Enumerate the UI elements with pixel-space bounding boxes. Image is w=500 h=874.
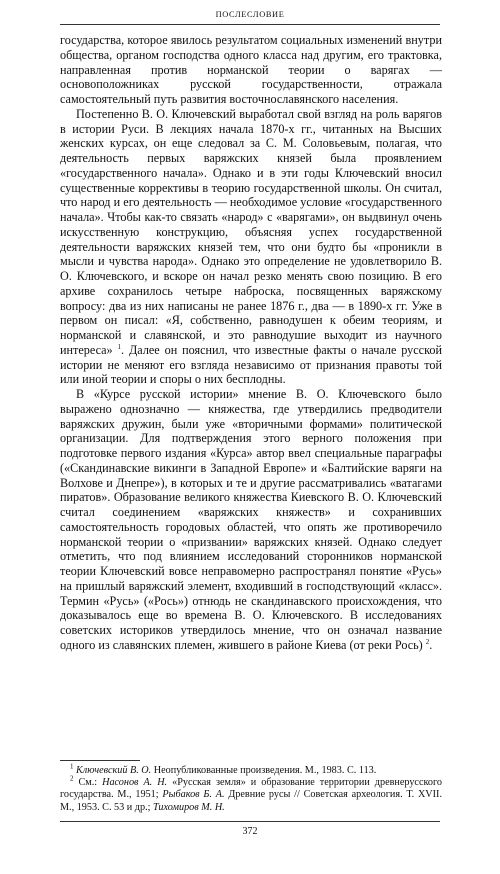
head-rule	[60, 24, 440, 25]
paragraph-3: В «Курсе русской истории» мнение В. О. Ключевского было выражено однозначно — княжества, где утвердились предводители варяжских дружин, были уже «вторичными формами» политической организации. Для подтверждения этого верного положения при подготовке первого издания «Курса» автор ввел специальные параграфы («Скандинавские викинги в Западной Европе» и «Балтийские варяги на Волхове и Днепре»), в которых и те и другие рассматривались «ватагами пиратов». Образование великого княжества Киевского В. О. Ключевский считал соединением «варяжских княжеств» и сохранивших самостоятельность городовых областей, что опять же противоречило норманской теории о «призвании» варяжских князей. Однако следует отметить, что под влиянием исследований сторонников норманской теории Ключевский вовсе неправомерно распространял понятие «Русь» на пришлый варяжский элемент, входивший в господствующий «класс». Термин «Русь» («Рось») отнюдь не скандинавского происхождения, что доказывалось еще во времена В. О. Ключевского. В исследованиях советских историков утвердилось мнение, что он означал название одного из славянских племен, жившего в районе Киева (от реки Рось) $^2$.	[60, 387, 442, 652]
footnote-text-2: Древние русы // Советская археология. Т. XVII. М., 1953. С. 53 и др.;	[60, 789, 443, 813]
running-head: ПОСЛЕСЛОВИЕ	[215, 10, 285, 19]
paragraph-2-text: Постепенно В. О. Ключевский выработал свой взгляд на роль варягов в истории Руси. В лекциях начала 1870-х гг., читанных на Высших женских курсах, он еще следовал за С. М. Соловьевым, полагая, что деятельность первых варяжских князей была проявлением «государственного начала». Однако и в эти годы Ключевский вносил существенные коррективы в теорию государственной школы. Он считал, что народ и его деятельность — необходимое условие «государственного начала». Чтобы как-то связать «народ» с «варягами», он выдвинул очень искусственную конструкцию, объясняя успех государственной деятельности варяжских князей тем, что они будто бы «проникли в мысли и чувства народа». Однако это определение не удовлетворило В. О. Ключевского, и вскоре он начал резко менять свою позицию. В его архиве сохранилось четыре наброска, посвященных варяжскому вопросу: два из них написаны не ранее 1876 г., два — в 1890-х гг. Уже в первом он писал: «Я, собственно, равнодушен к обеим теориям, и норманской и славянской, и это равнодушие выходит из научного интереса»	[60, 106, 442, 357]
footnote-rule	[60, 760, 140, 761]
paragraph-3-text: В «Курсе русской истории» мнение В. О. Ключевского было выражено однозначно — княжества, где утвердились предводители варяжских дружин, были уже «вторичными формами» политической организации. Для подтверждения этого верного положения при подготовке первого издания «Курса» автор ввел специальные параграфы («Скандинавские викинги в Западной Европе» и «Балтийские варяги на Волхове и Днепре»), в которых и те и другие рассматривались «ватагами пиратов». Образование великого княжества Киевского В. О. Ключевский считал соединением «варяжских княжеств» и сохранивших самостоятельность городовых областей, что опять же противоречило норманской теории о «призвании» варяжских князей. Однако следует отметить, что под влиянием исследований сторонников норманской теории Ключевский вовсе неправомерно распространял понятие «Русь» на пришлый варяжский элемент, входивший в господствующий «класс». Термин «Русь» («Рось») отнюдь не скандинавского происхождения, что доказывалось еще во времена В. О. Ключевского. В исследованиях советских историков утвердилось мнение, что он означал название одного из славянских племен, жившего в районе Киева (от реки Рось)	[60, 387, 442, 652]
footnote-ref-1[interactable]: 1	[117, 342, 122, 351]
footnote-author: Насонов А. Н.	[102, 777, 168, 789]
footnote-mark-1: 1	[70, 762, 74, 771]
footnote-ref-2[interactable]: 2	[425, 637, 430, 646]
footnote-author: Ключевский В. О.	[76, 765, 152, 776]
paragraph-1: государства, которое явилось результатом социальных изменений внутри общества, органом господства одного класса над другим, его трактовка, направленная против норманской теории о варягах — основоположниках русской государственности, отражала самостоятельный путь развития восточнославянского населения.	[60, 33, 442, 106]
page-number: 372	[242, 826, 258, 837]
footnote-mark-2: 2	[70, 774, 74, 783]
footnote-2	[60, 774, 443, 814]
footnote-author-3: Тихомиров М. Н.	[153, 801, 225, 813]
paragraph-2-cont: Далее он пояснил, что известные факты о начале русской истории не меняют его взгляда независимо от признания правоты той или иной теории и споры о них бесплодны.	[60, 342, 442, 387]
footnote-text: «Русская земля» и образование территории древнерусского государства. М., 1951;	[60, 777, 443, 801]
bottom-rule	[60, 821, 440, 822]
footnote-author-2: Рыбаков Б. А.	[162, 789, 225, 801]
footnotes	[60, 762, 443, 814]
footnote-prefix: См.:	[78, 777, 98, 789]
footnote-1	[60, 762, 442, 777]
paragraph-2: Постепенно В. О. Ключевский выработал свой взгляд на роль варягов в истории Руси. В лекциях начала 1870-х гг., читанных на Высших женских курсах, он еще следовал за С. М. Соловьевым, полагая, что деятельность первых варяжских князей была проявлением «государственного начала». Однако и в эти годы Ключевский вносил существенные коррективы в теорию государственной школы. Он считал, что народ и его деятельность — необходимое условие «государственного начала». Чтобы как-то связать «народ» с «варягами», он выдвинул очень искусственную конструкцию, объясняя успех государственной деятельности варяжских князей тем, что они будто бы «проникли в мысли и чувства народа». Однако это определение не удовлетворило В. О. Ключевского, и вскоре он начал резко менять свою позицию. В его архиве сохранилось четыре наброска, посвященных варяжскому вопросу: два из них написаны не ранее 1876 г., два — в 1890-х гг. Уже в первом он писал: «Я, собственно, равнодушен к обеим теориям, и норманской и славянской, и это равнодушие выходит из научного интереса» $^1$. Далее он пояснил, что известные факты о начале русской истории не меняют его взгляда независимо от признания правоты той или иной теории и споры о них бесплодны.	[60, 106, 442, 387]
main-text	[60, 33, 442, 653]
footnote-text: Неопубликованные произведения. М., 1983. С. 113.	[153, 765, 377, 776]
